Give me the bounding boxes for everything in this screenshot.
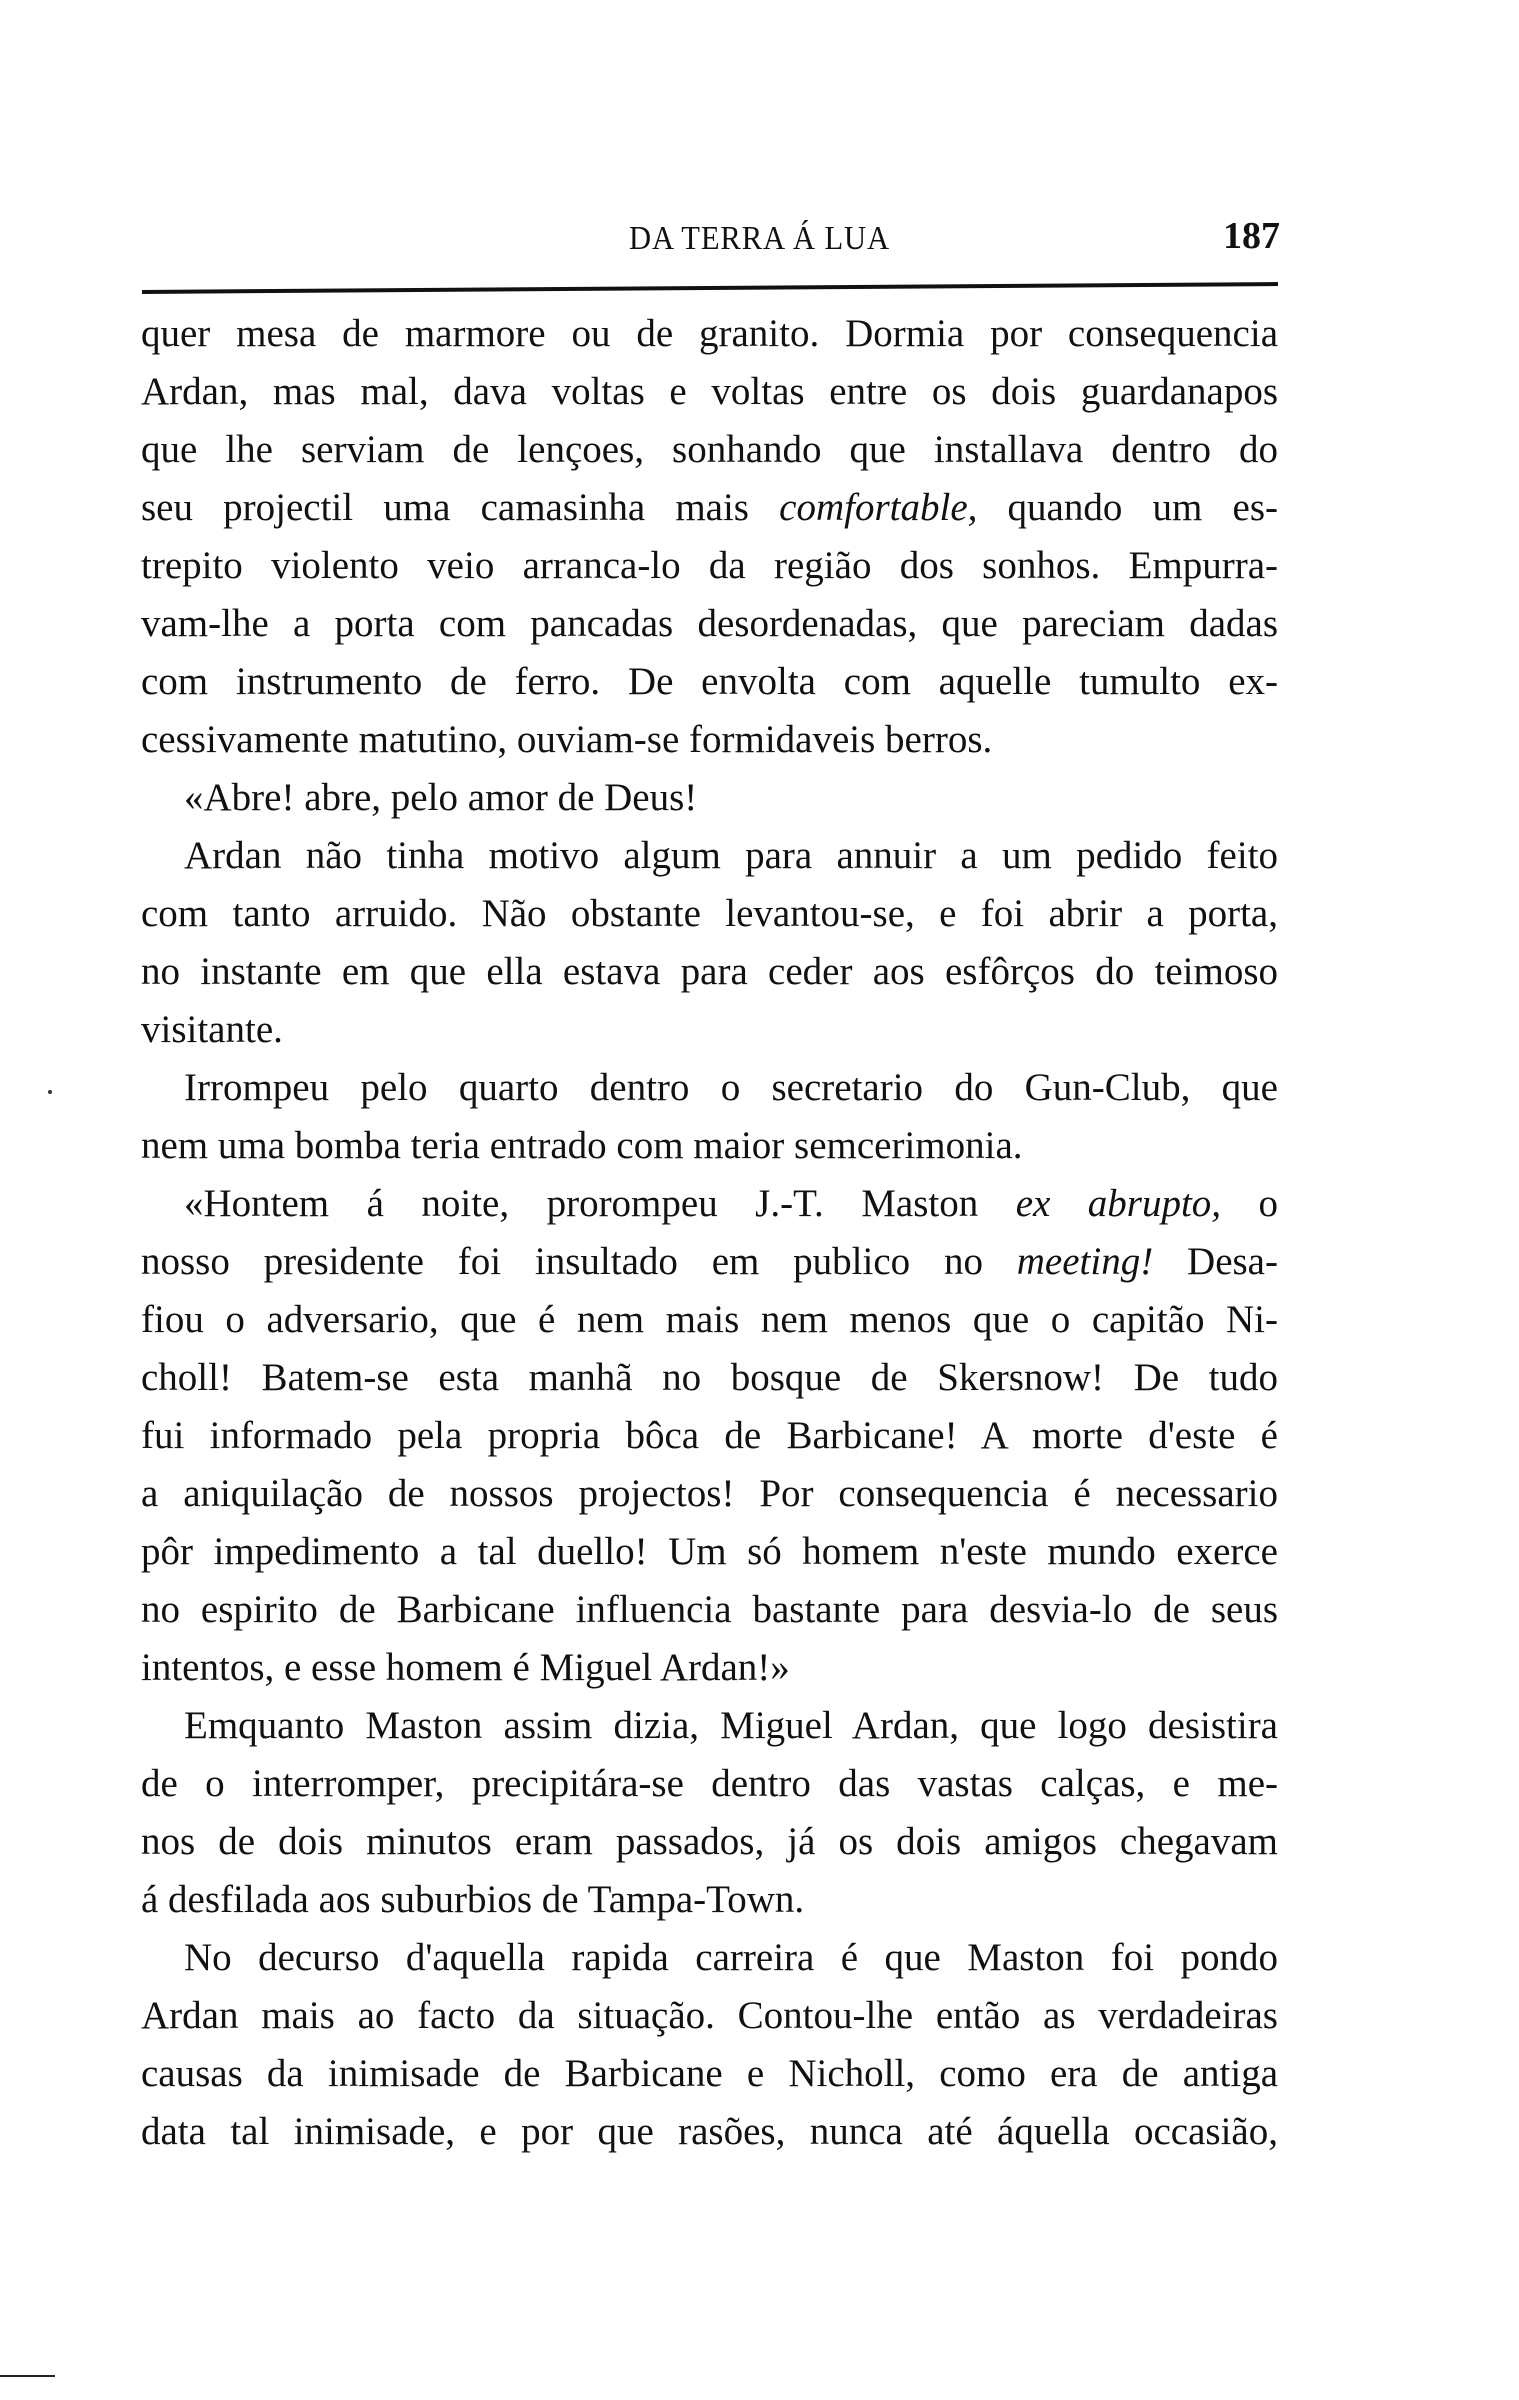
- text-line: [141, 1697, 1278, 1755]
- text-segment: nosso presidente foi insultado em publico no: [141, 1240, 1017, 1283]
- text-line: [141, 1407, 1278, 1465]
- text-segment: com tanto arruido. Não obstante levantou-se, e foi abrir a porta,: [141, 892, 1278, 935]
- text-segment: Ardan, mas mal, dava voltas e voltas entre os dois guardanapos: [141, 370, 1278, 413]
- running-title: DA TERRA Á LUA: [628, 220, 891, 257]
- margin-speck: [48, 1090, 52, 1094]
- text-line: [141, 769, 1278, 827]
- text-segment: causas da inimisade de Barbicane e Nicholl, como era de antiga: [141, 2052, 1278, 2095]
- text-segment: Irrompeu pelo quarto dentro o secretario do Gun-Club, que: [184, 1066, 1278, 1109]
- text-line: [141, 363, 1278, 421]
- italic-text: comfortable,: [779, 486, 978, 529]
- text-line: [141, 1059, 1278, 1117]
- text-line: [141, 1175, 1278, 1233]
- text-segment: pôr impedimento a tal duello! Um só homem n'este mundo exerce: [141, 1530, 1278, 1573]
- text-segment: seu projectil uma camasinha mais: [141, 486, 780, 529]
- text-line: [141, 1581, 1278, 1639]
- text-line: [141, 1813, 1278, 1871]
- text-segment: quer mesa de marmore ou de granito. Dormia por consequencia: [141, 312, 1278, 355]
- text-line: [141, 1987, 1278, 2045]
- text-segment: nem uma bomba teria entrado com maior semcerimonia.: [141, 1124, 1023, 1167]
- text-line: [141, 305, 1278, 363]
- text-line: [141, 1349, 1278, 1407]
- text-segment: trepito violento veio arranca-lo da região dos sonhos. Empurra-: [141, 544, 1278, 587]
- text-line: [141, 2103, 1278, 2161]
- text-segment: «Abre! abre, pelo amor de Deus!: [184, 776, 698, 819]
- text-line: [141, 943, 1278, 1001]
- text-line: [141, 827, 1278, 885]
- text-line: [141, 1117, 1278, 1175]
- text-segment: cessivamente matutino, ouviam-se formidaveis berros.: [141, 718, 993, 761]
- italic-text: ex abrupto,: [1015, 1182, 1222, 1225]
- text-segment: intentos, e esse homem é Miguel Ardan!»: [141, 1646, 790, 1689]
- text-segment: Desa-: [1153, 1240, 1278, 1283]
- text-line: [141, 421, 1278, 479]
- text-segment: que lhe serviam de lençoes, sonhando que installava dentro do: [141, 428, 1278, 471]
- text-segment: nos de dois minutos eram passados, já os dois amigos chegavam: [141, 1820, 1278, 1863]
- text-line: [141, 1755, 1278, 1813]
- text-segment: choll! Batem-se esta manhã no bosque de Skersnow! De tudo: [141, 1356, 1278, 1399]
- text-line: [141, 885, 1278, 943]
- body-text: [141, 305, 1278, 2161]
- page-edge-mark: [0, 2375, 55, 2377]
- text-segment: Ardan não tinha motivo algum para annuir a um pedido feito: [184, 834, 1278, 877]
- text-segment: com instrumento de ferro. De envolta com aquelle tumulto ex-: [141, 660, 1278, 703]
- text-line: [141, 1465, 1278, 1523]
- text-segment: fiou o adversario, que é nem mais nem menos que o capitão Ni-: [141, 1298, 1278, 1341]
- text-segment: vam-lhe a porta com pancadas desordenadas, que pareciam dadas: [141, 602, 1278, 645]
- text-segment: data tal inimisade, e por que rasões, nunca até áquella occasião,: [141, 2110, 1278, 2153]
- page-number: 187: [1223, 215, 1280, 257]
- text-segment: no instante em que ella estava para ceder aos esfôrços do teimoso: [141, 950, 1278, 993]
- text-line: [141, 2045, 1278, 2103]
- italic-text: meeting!: [1016, 1240, 1154, 1283]
- text-line: [141, 1291, 1278, 1349]
- text-line: [141, 711, 1278, 769]
- text-line: [141, 537, 1278, 595]
- text-line: [141, 1639, 1278, 1697]
- text-line: [141, 479, 1278, 537]
- text-line: [141, 1929, 1278, 1987]
- text-line: [141, 1523, 1278, 1581]
- text-segment: «Hontem á noite, prorompeu J.-T. Maston: [184, 1182, 1016, 1225]
- text-segment: á desfilada aos suburbios de Tampa-Town.: [141, 1878, 805, 1921]
- text-line: [141, 595, 1278, 653]
- text-segment: a aniquilação de nossos projectos! Por consequencia é necessario: [141, 1472, 1278, 1515]
- text-segment: o: [1221, 1182, 1279, 1225]
- text-segment: visitante.: [141, 1008, 283, 1051]
- text-segment: fui informado pela propria bôca de Barbicane! A morte d'este é: [141, 1414, 1278, 1457]
- text-line: [141, 1001, 1278, 1059]
- text-segment: Ardan mais ao facto da situação. Contou-lhe então as verdadeiras: [141, 1994, 1278, 2037]
- text-segment: quando um es-: [977, 486, 1278, 529]
- text-segment: Emquanto Maston assim dizia, Miguel Ardan, que logo desistira: [184, 1704, 1278, 1747]
- text-segment: no espirito de Barbicane influencia bastante para desvia-lo de seus: [141, 1588, 1278, 1631]
- text-segment: No decurso d'aquella rapida carreira é que Maston foi pondo: [184, 1936, 1278, 1979]
- text-line: [141, 1871, 1278, 1929]
- text-segment: de o interromper, precipitára-se dentro das vastas calças, e me-: [141, 1762, 1278, 1805]
- text-line: [141, 653, 1278, 711]
- header-rule: [142, 282, 1278, 294]
- text-line: [141, 1233, 1278, 1291]
